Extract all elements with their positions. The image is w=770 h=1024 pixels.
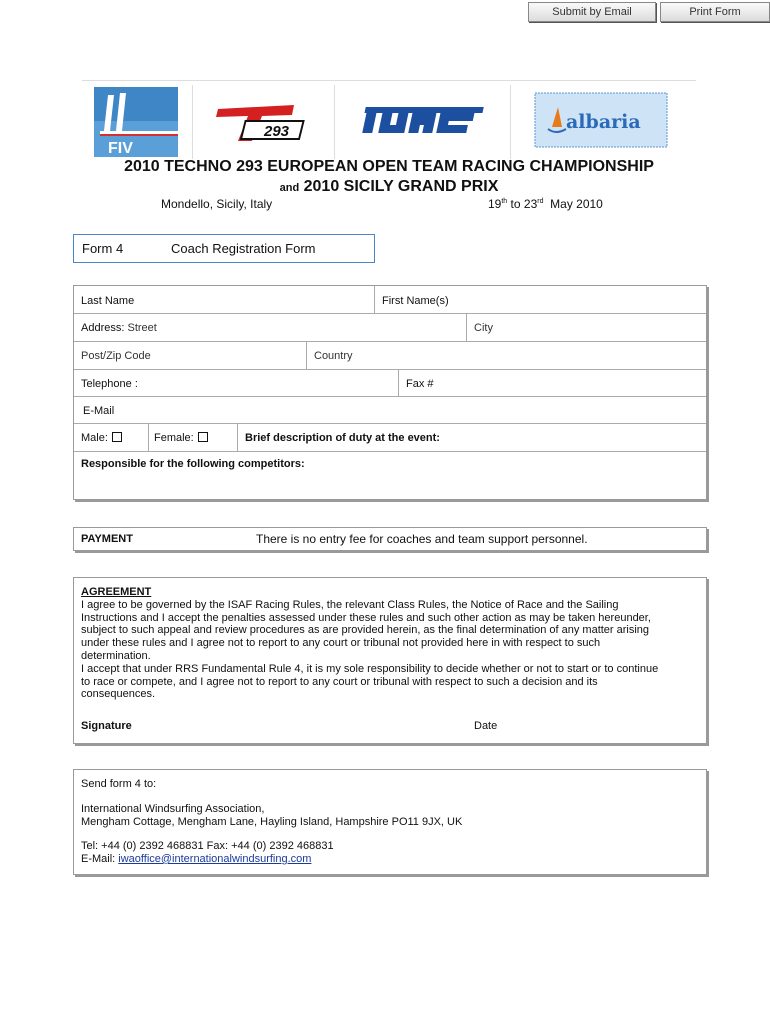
date-field[interactable]: Date bbox=[474, 720, 498, 732]
send-email: E-Mail: iwaoffice@internationalwindsurfing.com bbox=[81, 853, 312, 865]
techno-293-logo bbox=[212, 87, 316, 157]
payment-box bbox=[73, 527, 707, 551]
country-field[interactable]: Country bbox=[314, 350, 353, 362]
postcode-field[interactable]: Post/Zip Code bbox=[81, 350, 151, 362]
agreement-line: consequences. bbox=[81, 688, 155, 701]
print-form-button[interactable]: Print Form bbox=[660, 2, 770, 22]
checkbox-icon bbox=[198, 432, 208, 442]
agreement-line: under these rules and I agree not to report to any court or tribunal not provided here in with respect to such bbox=[81, 637, 601, 650]
competitors-field[interactable]: Responsible for the following competitors: bbox=[81, 458, 305, 470]
fax-field[interactable]: Fax # bbox=[406, 378, 434, 390]
agreement-text bbox=[81, 586, 701, 701]
first-names-field[interactable]: First Name(s) bbox=[382, 295, 449, 307]
duty-description-field[interactable]: Brief description of duty at the event: bbox=[245, 432, 440, 444]
albaria-logo bbox=[534, 87, 668, 157]
event-location: Mondello, Sicily, Italy bbox=[161, 197, 273, 211]
street-field[interactable]: Address: Street bbox=[81, 322, 157, 334]
registration-box bbox=[73, 285, 707, 500]
event-title: 2010 TECHNO 293 EUROPEAN OPEN TEAM RACING CHAMPIONSHIP bbox=[124, 158, 654, 175]
send-heading: Send form 4 to: bbox=[81, 778, 157, 790]
agreement-line: Instructions and I accept the penalties assessed under these rules and such other action as may be taken hereunder, bbox=[81, 611, 651, 624]
city-field[interactable]: City bbox=[474, 322, 493, 334]
form-title: Coach Registration Form bbox=[171, 241, 316, 256]
agreement-line: I agree to be governed by the ISAF Racing Rules, the relevant Class Rules, the Notice of Race and the Sailing bbox=[81, 598, 619, 611]
svg-text:FIV: FIV bbox=[108, 140, 133, 157]
event-header bbox=[82, 80, 696, 211]
agreement-line: determination. bbox=[81, 649, 151, 662]
agreement-line: subject to such appeal and review procedures as are provided herein, as the final determination of any matter arising bbox=[81, 624, 650, 637]
send-address: Mengham Cottage, Mengham Lane, Hayling Island, Hampshire PO11 9JX, UK bbox=[81, 816, 463, 828]
send-org: International Windsurfing Association, bbox=[81, 803, 265, 815]
form-number: Form 4 bbox=[82, 241, 124, 256]
svg-text:albaria: albaria bbox=[566, 111, 641, 133]
submit-by-email-button[interactable]: Submit by Email bbox=[528, 2, 656, 22]
agreement-line: I accept that under RRS Fundamental Rule 4, it is my sole responsibility to decide whether or not to start or to continue bbox=[81, 662, 659, 675]
event-dates: 19th to 23rd May 2010 bbox=[488, 197, 603, 211]
agreement-line: to race or compete, and I agree not to report to any court or tribunal with respect to such a decision and its bbox=[81, 675, 598, 688]
male-checkbox[interactable]: Male: bbox=[81, 432, 122, 444]
checkbox-icon bbox=[112, 432, 122, 442]
iwa-logo bbox=[354, 87, 486, 157]
send-phone: Tel: +44 (0) 2392 468831 Fax: +44 (0) 2392 468831 bbox=[81, 840, 334, 852]
svg-text:293: 293 bbox=[264, 123, 290, 140]
signature-field[interactable]: Signature bbox=[81, 720, 132, 732]
email-field[interactable]: E-Mail bbox=[83, 405, 115, 417]
telephone-field[interactable]: Telephone : bbox=[81, 378, 138, 390]
payment-text: There is no entry fee for coaches and team support personnel. bbox=[256, 532, 588, 546]
fiv-logo bbox=[94, 87, 178, 157]
agreement-heading: AGREEMENT bbox=[81, 586, 152, 598]
payment-label: PAYMENT bbox=[81, 533, 133, 545]
send-form-box bbox=[73, 769, 707, 875]
agreement-box bbox=[73, 577, 707, 744]
female-checkbox[interactable]: Female: bbox=[154, 432, 208, 444]
event-subtitle: and 2010 SICILY GRAND PRIX bbox=[279, 178, 499, 195]
email-link[interactable]: iwaoffice@internationalwindsurfing.com bbox=[118, 853, 312, 865]
last-name-field[interactable]: Last Name bbox=[81, 295, 135, 307]
form-title-box bbox=[73, 234, 375, 263]
